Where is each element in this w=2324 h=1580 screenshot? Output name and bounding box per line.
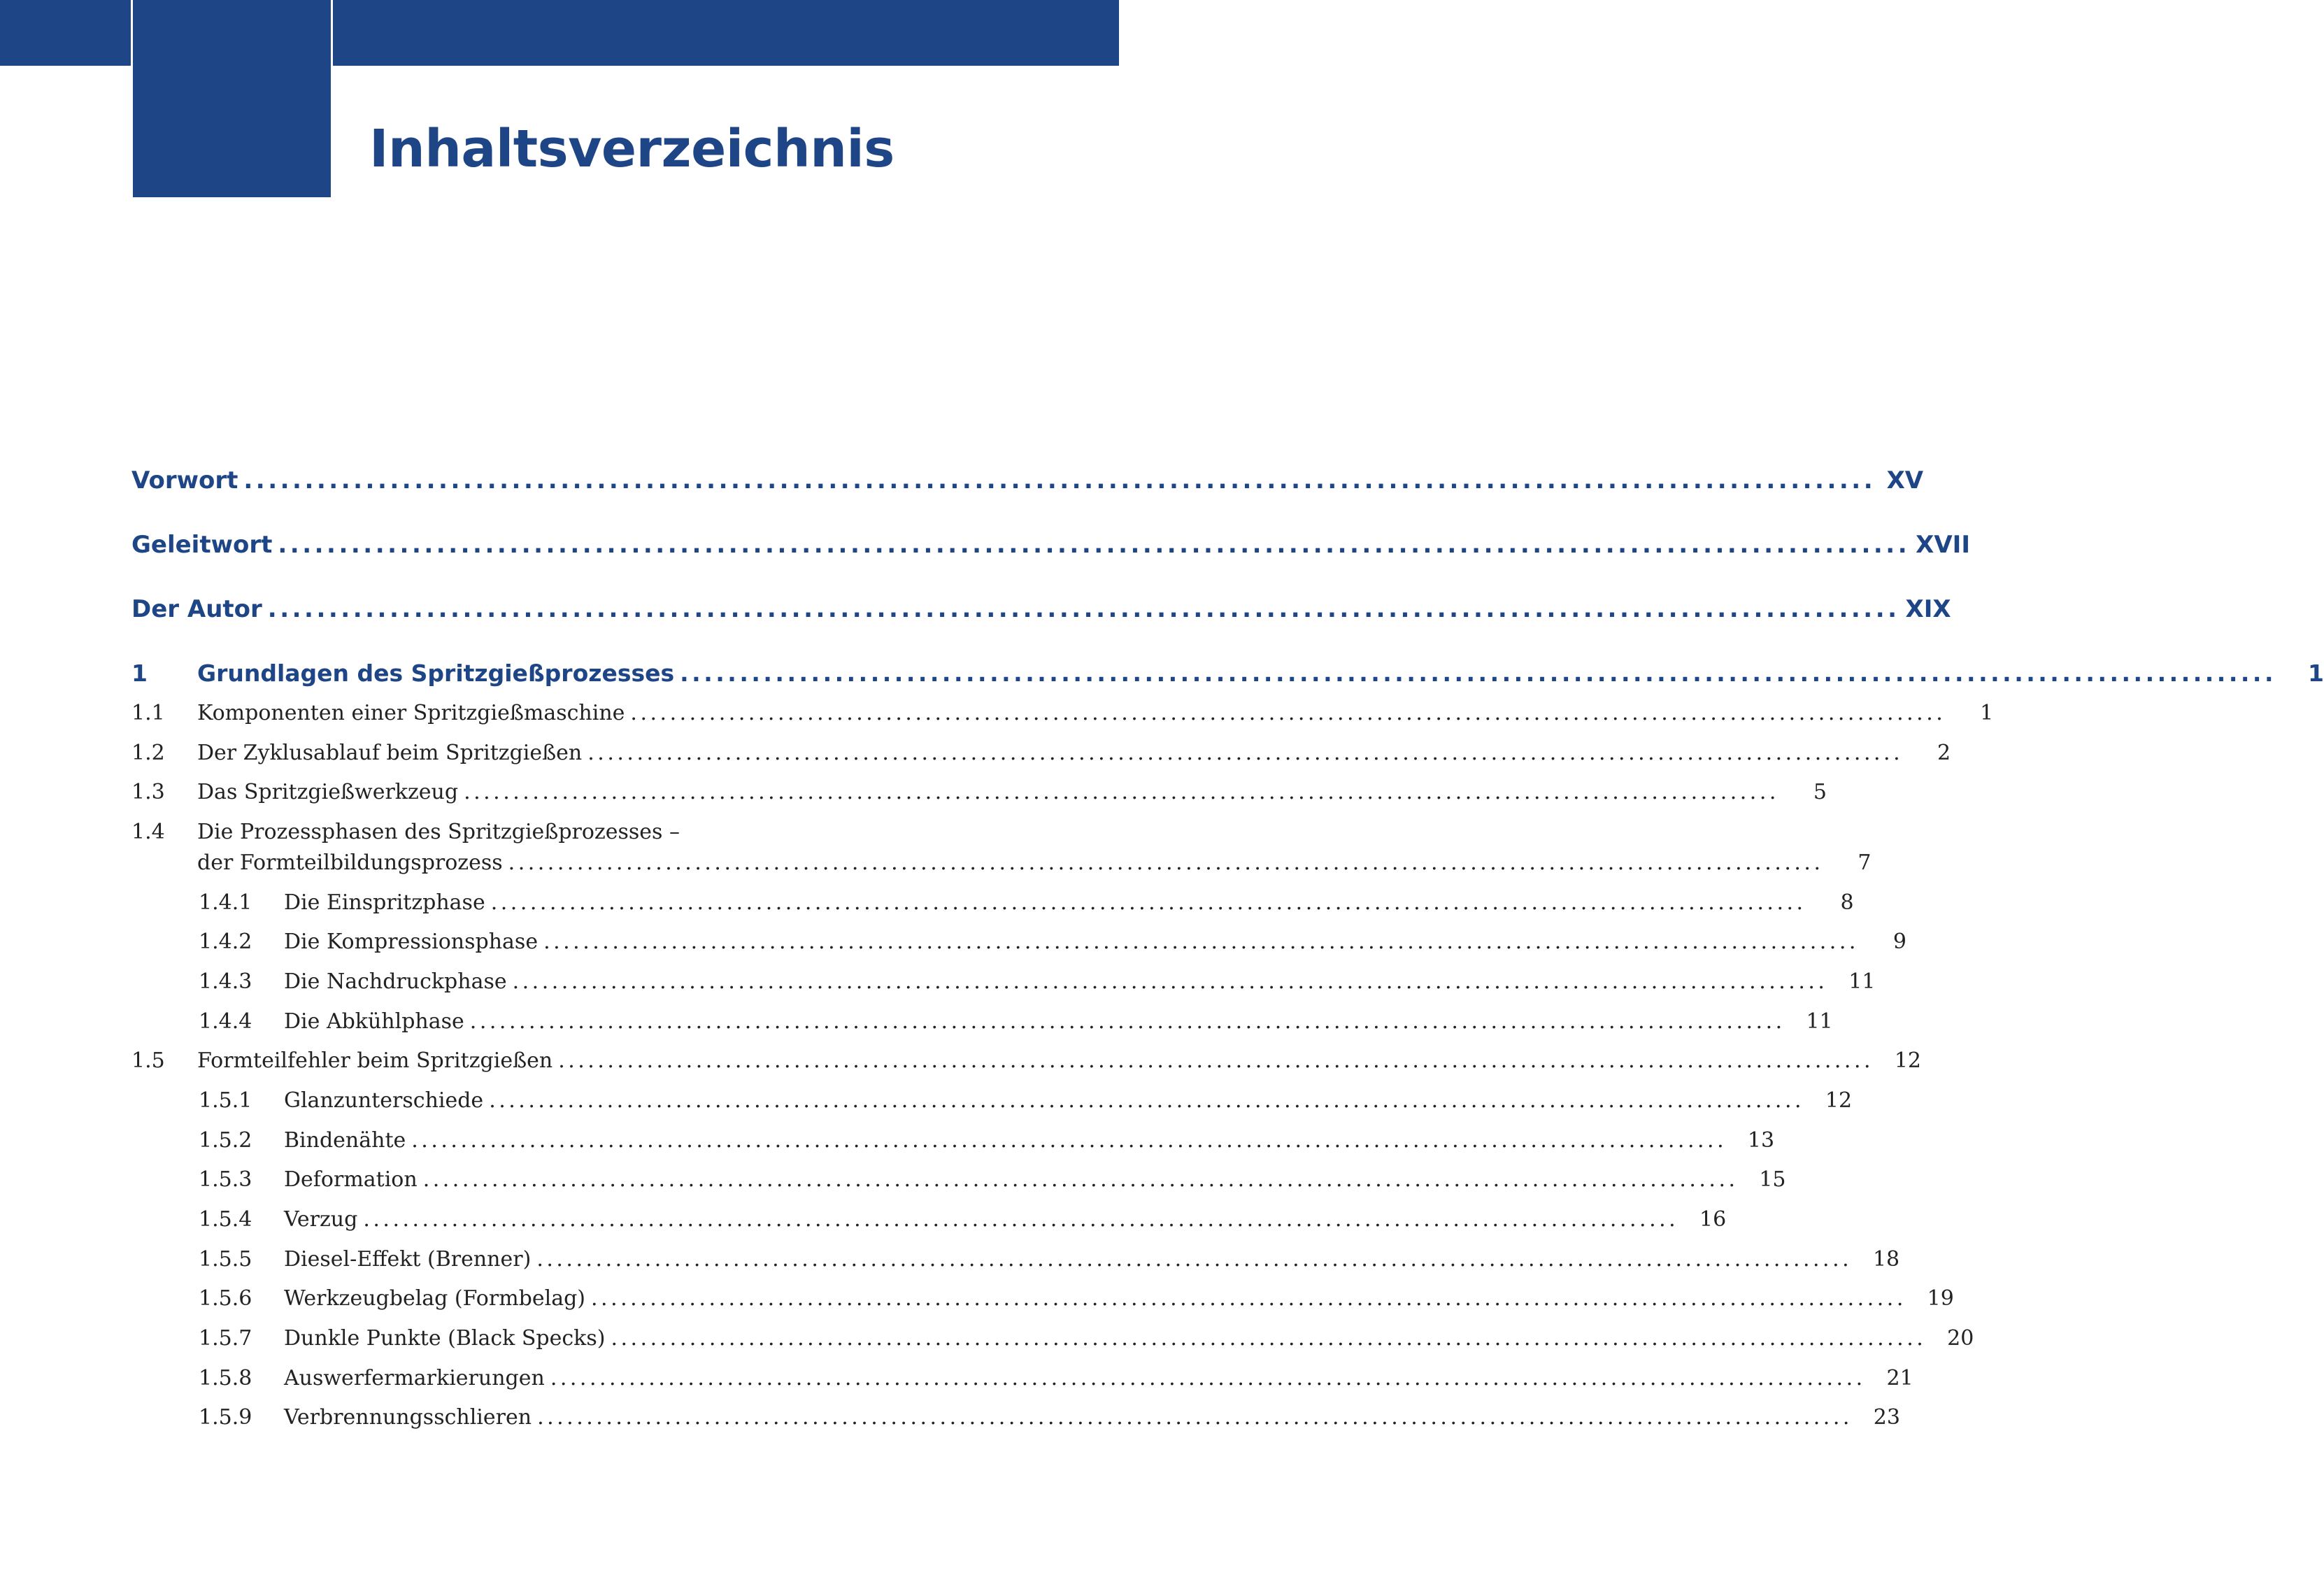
dot-leader: ...................................................................................................................................... <box>489 1088 1805 1113</box>
toc-entry-title: Die Einspritzphase <box>284 890 485 915</box>
toc-entry-title: Dunkle Punkte (Black Specks) <box>284 1326 606 1351</box>
toc-entry-number: 1.2 <box>131 741 165 765</box>
toc-entry-title: Komponenten einer Spritzgießmaschine <box>197 701 625 725</box>
toc-entry-page: 12 <box>1825 1088 1853 1113</box>
toc-entry-number: 1.4.1 <box>199 890 252 915</box>
toc-entry-page: 8 <box>1840 890 1854 915</box>
dot-leader: ...................................................................................................................................... <box>591 1286 1906 1311</box>
toc-section-1-4[interactable] <box>131 820 954 851</box>
toc-entry-page: 11 <box>1806 1009 1833 1034</box>
dot-leader: ...................................................................................................................................... <box>680 660 2276 687</box>
toc-entry-number: 1.1 <box>131 701 165 725</box>
toc-subsection-1-5-9[interactable] <box>199 1405 1900 1436</box>
toc-subsection-1-5-5[interactable] <box>199 1247 1900 1278</box>
toc-entry-number: 1.5.5 <box>199 1247 252 1272</box>
toc-entry-title: Grundlagen des Spritzgießprozesses <box>197 660 675 687</box>
toc-entry-page: 13 <box>1747 1128 1775 1153</box>
toc-entry-page: 1 <box>2308 660 2324 687</box>
toc-entry-number: 1.5.2 <box>199 1128 252 1153</box>
dot-leader: ...................................................................................................................................... <box>508 851 1824 875</box>
toc-entry-number: 1.5.1 <box>199 1088 252 1113</box>
toc-subsection-1-5-8[interactable] <box>199 1366 1913 1397</box>
toc-entry-page: XVII <box>1916 531 1970 559</box>
toc-entry-number: 1.5.7 <box>199 1326 252 1351</box>
toc-entry-title: Bindenähte <box>284 1128 406 1153</box>
toc-subsection-1-5-6[interactable] <box>199 1286 1954 1317</box>
toc-chapter-1[interactable] <box>131 660 2324 690</box>
toc-entry-title: Deformation <box>284 1167 418 1192</box>
toc-entry-number: 1.4.3 <box>199 969 252 994</box>
toc-subsection-1-4-4[interactable] <box>199 1009 1833 1040</box>
toc-entry-title: Geleitwort <box>131 531 273 559</box>
dot-leader: ...................................................................................................................................... <box>550 1366 1866 1390</box>
toc-entry-page: 9 <box>1892 930 1906 954</box>
toc-entry-title-line2: der Formteilbildungsprozess <box>197 851 503 875</box>
toc-entry-page: 19 <box>1927 1286 1954 1311</box>
toc-entry-number: 1.4 <box>131 820 165 844</box>
toc-entry-title: Glanzunterschiede <box>284 1088 484 1113</box>
dot-leader: ...................................................................................................................................... <box>537 1405 1853 1430</box>
dot-leader: ...................................................................................................................................... <box>611 1326 1927 1351</box>
toc-entry-page: 21 <box>1886 1366 1913 1390</box>
toc-entry-title: Die Kompressionsphase <box>284 930 539 954</box>
toc-entry-number: 1.5.8 <box>199 1366 252 1390</box>
toc-entry-page: 20 <box>1947 1326 1974 1351</box>
toc-subsection-1-4-2[interactable] <box>199 930 1906 960</box>
toc-entry-title: Die Prozessphasen des Spritzgießprozesses – <box>197 820 680 844</box>
toc-entry-title: Vorwort <box>131 467 238 494</box>
toc-subsection-1-5-4[interactable] <box>199 1207 1727 1238</box>
toc-entry-number: 1.3 <box>131 780 165 804</box>
dot-leader: ...................................................................................................................................... <box>363 1207 1679 1232</box>
dot-leader: ...................................................................................................................................... <box>411 1128 1727 1153</box>
toc-subsection-1-5-7[interactable] <box>199 1326 1974 1357</box>
toc-entry-page: 5 <box>1813 780 1827 804</box>
toc-entry-number: 1.4.2 <box>199 930 252 954</box>
dot-leader: ...................................................................................................................................... <box>267 595 1900 623</box>
dot-leader: ...................................................................................................................................... <box>422 1167 1739 1192</box>
toc-entry-page: XIX <box>1905 595 1951 623</box>
toc-entry-title: Werkzeugbelag (Formbelag) <box>284 1286 586 1311</box>
toc-entry-page: 18 <box>1872 1247 1900 1272</box>
toc-subsection-1-5-1[interactable] <box>199 1088 1853 1119</box>
dot-leader: ...................................................................................................................................... <box>543 930 1859 954</box>
toc-entry-number: 1.5.4 <box>199 1207 252 1232</box>
dot-leader: ...................................................................................................................................... <box>587 741 1904 765</box>
page-title: Inhaltsverzeichnis <box>369 119 894 179</box>
toc-entry-number: 1.4.4 <box>199 1009 252 1034</box>
dot-leader: ...................................................................................................................................... <box>243 467 1876 494</box>
toc-entry-page: 1 <box>1980 701 1994 725</box>
dot-leader: ...................................................................................................................................... <box>469 1009 1785 1034</box>
toc-section-1-1[interactable] <box>131 701 1994 732</box>
toc-section-1-5[interactable] <box>131 1048 1922 1079</box>
toc-section-1-4-continuation[interactable] <box>131 851 1872 881</box>
toc-entry-title: Diesel-Effekt (Brenner) <box>284 1247 532 1272</box>
toc-subsection-1-4-1[interactable] <box>199 890 1854 921</box>
dot-leader: ...................................................................................................................................... <box>490 890 1806 915</box>
toc-entry-der-autor[interactable] <box>131 595 1951 626</box>
dot-leader: ...................................................................................................................................... <box>278 531 1911 559</box>
toc-entry-title: Das Spritzgießwerkzeug <box>197 780 459 804</box>
toc-entry-number: 1 <box>131 660 148 687</box>
toc-entry-geleitwort[interactable] <box>131 531 1970 562</box>
toc-entry-vorwort[interactable] <box>131 467 1924 497</box>
toc-entry-page: 15 <box>1759 1167 1786 1192</box>
toc-entry-title: Formteilfehler beim Spritzgießen <box>197 1048 553 1073</box>
dot-leader: ...................................................................................................................................... <box>558 1048 1874 1073</box>
dot-leader: ...................................................................................................................................... <box>536 1247 1853 1272</box>
toc-entry-title: Auswerfermarkierungen <box>284 1366 545 1390</box>
toc-entry-title: Der Zyklusablauf beim Spritzgießen <box>197 741 583 765</box>
toc-entry-page: 16 <box>1699 1207 1727 1232</box>
dot-leader: ...................................................................................................................................... <box>630 701 1946 725</box>
toc-entry-page: 7 <box>1858 851 1872 875</box>
toc-entry-page: 2 <box>1937 741 1951 765</box>
dot-leader: ...................................................................................................................................... <box>512 969 1828 994</box>
toc-section-1-2[interactable] <box>131 741 1951 771</box>
dot-leader: ...................................................................................................................................... <box>464 780 1779 804</box>
toc-entry-number: 1.5.9 <box>199 1405 252 1430</box>
toc-subsection-1-5-2[interactable] <box>199 1128 1775 1159</box>
toc-entry-title: Verzug <box>284 1207 358 1232</box>
toc-entry-number: 1.5 <box>131 1048 165 1073</box>
toc-subsection-1-4-3[interactable] <box>199 969 1876 1000</box>
toc-entry-page: 12 <box>1894 1048 1922 1073</box>
toc-entry-title: Die Abkühlphase <box>284 1009 464 1034</box>
toc-entry-title: Der Autor <box>131 595 262 623</box>
toc-entry-page: 23 <box>1873 1405 1900 1430</box>
toc-entry-page: 11 <box>1848 969 1876 994</box>
toc-entry-number: 1.5.6 <box>199 1286 252 1311</box>
toc-entry-title: Verbrennungsschlieren <box>284 1405 532 1430</box>
toc-entry-title: Die Nachdruckphase <box>284 969 507 994</box>
toc-entry-number: 1.5.3 <box>199 1167 252 1192</box>
toc-subsection-1-5-3[interactable] <box>199 1167 1786 1198</box>
toc-section-1-3[interactable] <box>131 780 1827 811</box>
toc-entry-page: XV <box>1886 467 1924 494</box>
